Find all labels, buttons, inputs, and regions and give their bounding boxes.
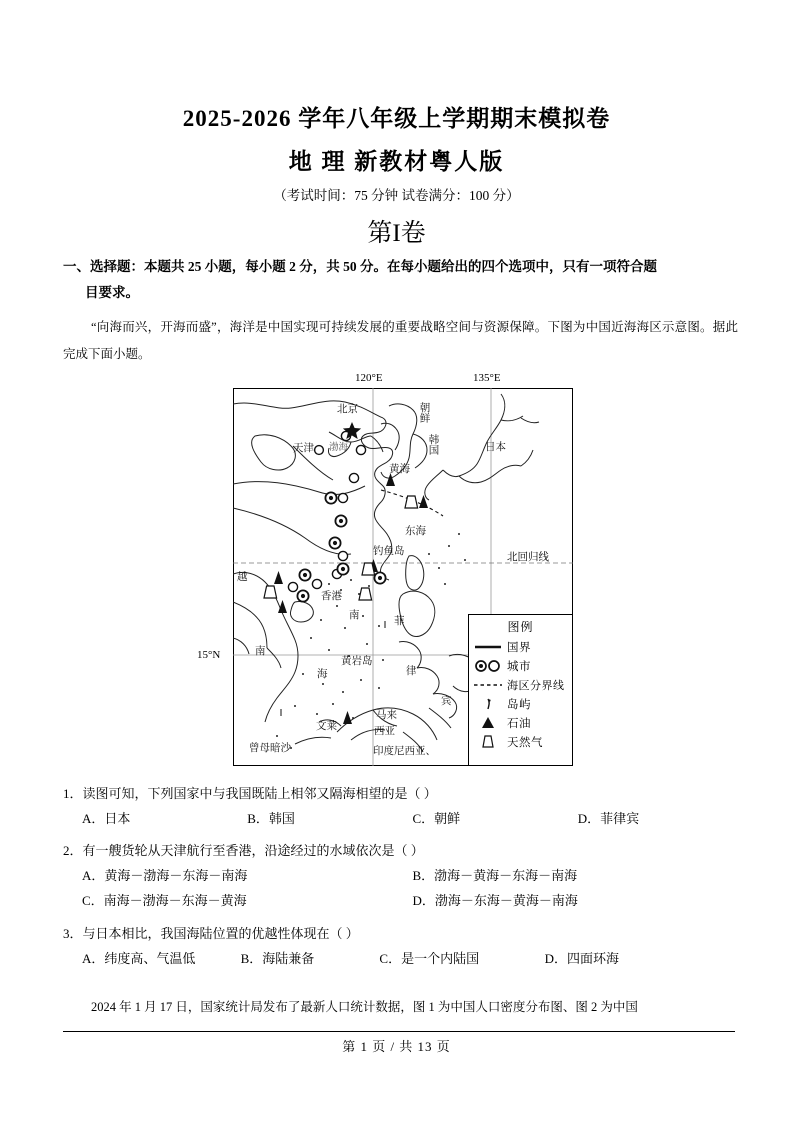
question-2-option-c[interactable]: C．南海－渤海－东海－黄海 <box>82 893 247 908</box>
map-legend-title: 图例 <box>507 620 534 634</box>
map-label-vietnam-1: 越 <box>237 572 248 583</box>
map-latitude-label-15n: 15°N <box>197 649 221 661</box>
map-label-brunei: 文莱 <box>316 721 337 732</box>
map-label-philippines-1: 菲 <box>394 616 405 627</box>
footer-divider <box>63 1031 735 1032</box>
question-3-options <box>63 946 743 971</box>
map-longitude-label-120e: 120°E <box>355 372 383 384</box>
question-2-option-d[interactable]: D．渤海－东海－黄海－南海 <box>412 893 578 908</box>
question-1-option-b[interactable]: B．韩国 <box>247 811 295 826</box>
map-label-south-sea-2: 海 <box>317 669 328 680</box>
exam-meta: （考试时间：75 分钟 试卷满分：100 分） <box>273 188 520 203</box>
question-1-option-d[interactable]: D．菲律宾 <box>577 811 640 826</box>
map-label-tianjin: 天津 <box>293 443 314 454</box>
footer-page-number: 第 1 页 / 共 13 页 <box>342 1039 451 1054</box>
map-legend-label-gas: 天然气 <box>507 736 543 749</box>
material-passage-1-text: “向海而兴，开海而盛”，海洋是中国实现可持续发展的重要战略空间与资源保障。下图为中国近海海区示意图。据此完成下面小题。 <box>63 320 738 361</box>
page-title: 2025-2026 学年八年级上学期期末模拟卷 <box>182 106 611 131</box>
material-passage-1 <box>63 314 738 368</box>
map-label-east-china-sea: 东海 <box>405 526 426 537</box>
map-longitude-label-135e: 135°E <box>473 372 501 384</box>
question-3-option-d[interactable]: D．四面环海 <box>544 951 620 966</box>
map-legend-row-sea-boundary <box>469 675 572 694</box>
question-1-option-a[interactable]: A．日本 <box>82 811 131 826</box>
section-heading-line2: 目要求。 <box>85 285 139 300</box>
material-passage-2 <box>63 994 743 1021</box>
map-legend <box>468 614 573 766</box>
map-legend-label-city: 城市 <box>507 660 531 673</box>
map-label-yellow-sea: 黄海 <box>389 464 410 475</box>
map-label-bohai-sea: 渤海 <box>329 443 349 453</box>
map-legend-label-sea-boundary: 海区分界线 <box>507 679 565 692</box>
question-3-number: 3． <box>63 926 83 941</box>
map-label-philippines-2: 律 <box>406 666 417 677</box>
paper-part-label: 第I卷 <box>367 220 426 247</box>
map-label-japan: 日本 <box>485 442 506 453</box>
question-1-stem: 读图可知，下列国家中与我国既陆上相邻又隔海相望的是（ ） <box>82 786 437 801</box>
map-legend-label-island: 岛屿 <box>507 698 531 711</box>
question-1-option-c[interactable]: C．朝鲜 <box>412 811 461 826</box>
question-2-options-row-1 <box>63 863 743 888</box>
map-label-beijing: 北京 <box>337 404 358 415</box>
map-legend-row-city <box>469 656 572 675</box>
question-3-option-c[interactable]: C．是一个内陆国 <box>379 951 480 966</box>
island-mark-icon <box>469 697 507 711</box>
map-label-diaoyu-islands: 钓鱼岛 <box>373 546 405 557</box>
map-label-vietnam-2: 南 <box>255 646 266 657</box>
map-legend-label-border: 国界 <box>507 641 531 654</box>
map-label-south-sea-1: 南 <box>349 610 360 621</box>
map-label-tropic-of-cancer: 北回归线 <box>507 552 549 563</box>
question-2-options-row-2 <box>63 888 743 913</box>
map-label-south-korea: 韩国 <box>427 434 439 455</box>
question-1-options <box>63 806 743 831</box>
question-2-stem: 有一艘货轮从天津航行至香港，沿途经过的水域依次是（ ） <box>82 843 424 858</box>
question-1-stem-row <box>63 781 743 806</box>
question-3 <box>63 921 743 971</box>
section-heading <box>63 254 738 306</box>
question-1-number: 1． <box>63 786 83 801</box>
question-2-number: 2． <box>63 843 83 858</box>
material-passage-2-text: 2024 年 1 月 17 日，国家统计局发布了最新人口统计数据，图 1 为中国人口密度分布图、图 2 为中国 <box>91 1000 638 1014</box>
map-label-north-korea: 朝鲜 <box>418 402 430 423</box>
question-2-option-a[interactable]: A．黄海－渤海－东海－南海 <box>82 868 248 883</box>
border-line-icon <box>469 642 507 652</box>
question-3-stem: 与日本相比，我国海陆位置的优越性体现在（ ） <box>82 926 359 941</box>
page-subtitle: 地 理 新教材粤人版 <box>288 149 505 174</box>
question-2-stem-row <box>63 838 743 863</box>
section-heading-line1: 一、选择题：本题共 25 小题，每小题 2 分，共 50 分。在每小题给出的四个选项中，只有一项符合题 <box>63 259 657 274</box>
map-label-huangyan-island: 黄岩岛 <box>341 656 373 667</box>
map-legend-label-oil: 石油 <box>507 717 531 730</box>
map-label-indonesia: 印度尼西亚、 <box>373 746 436 757</box>
question-3-option-b[interactable]: B．海陆兼备 <box>240 951 315 966</box>
map-label-zengmu-ansha: 曾母暗沙 <box>249 743 291 754</box>
map-label-malaysia-2: 西亚 <box>374 726 395 737</box>
map-legend-row-island <box>469 694 572 713</box>
question-2 <box>63 838 743 913</box>
dashed-line-icon <box>469 680 507 690</box>
map-legend-row-gas <box>469 732 572 751</box>
question-3-option-a[interactable]: A．纬度高、气温低 <box>82 951 196 966</box>
oil-mark-icon <box>469 715 507 730</box>
map-label-malaysia-1: 马来 <box>376 710 397 721</box>
map-legend-row-oil <box>469 713 572 732</box>
map-legend-row-border <box>469 637 572 656</box>
map-label-hongkong: 香港 <box>321 591 342 602</box>
city-circles-icon <box>469 659 507 673</box>
question-3-stem-row <box>63 921 743 946</box>
gas-mark-icon <box>469 734 507 749</box>
map-label-philippines-3: 宾 <box>441 696 452 707</box>
question-2-option-b[interactable]: B．渤海－黄海－东海－南海 <box>412 868 578 883</box>
question-1 <box>63 781 743 831</box>
figure-china-coastal-seas-map <box>197 372 573 766</box>
